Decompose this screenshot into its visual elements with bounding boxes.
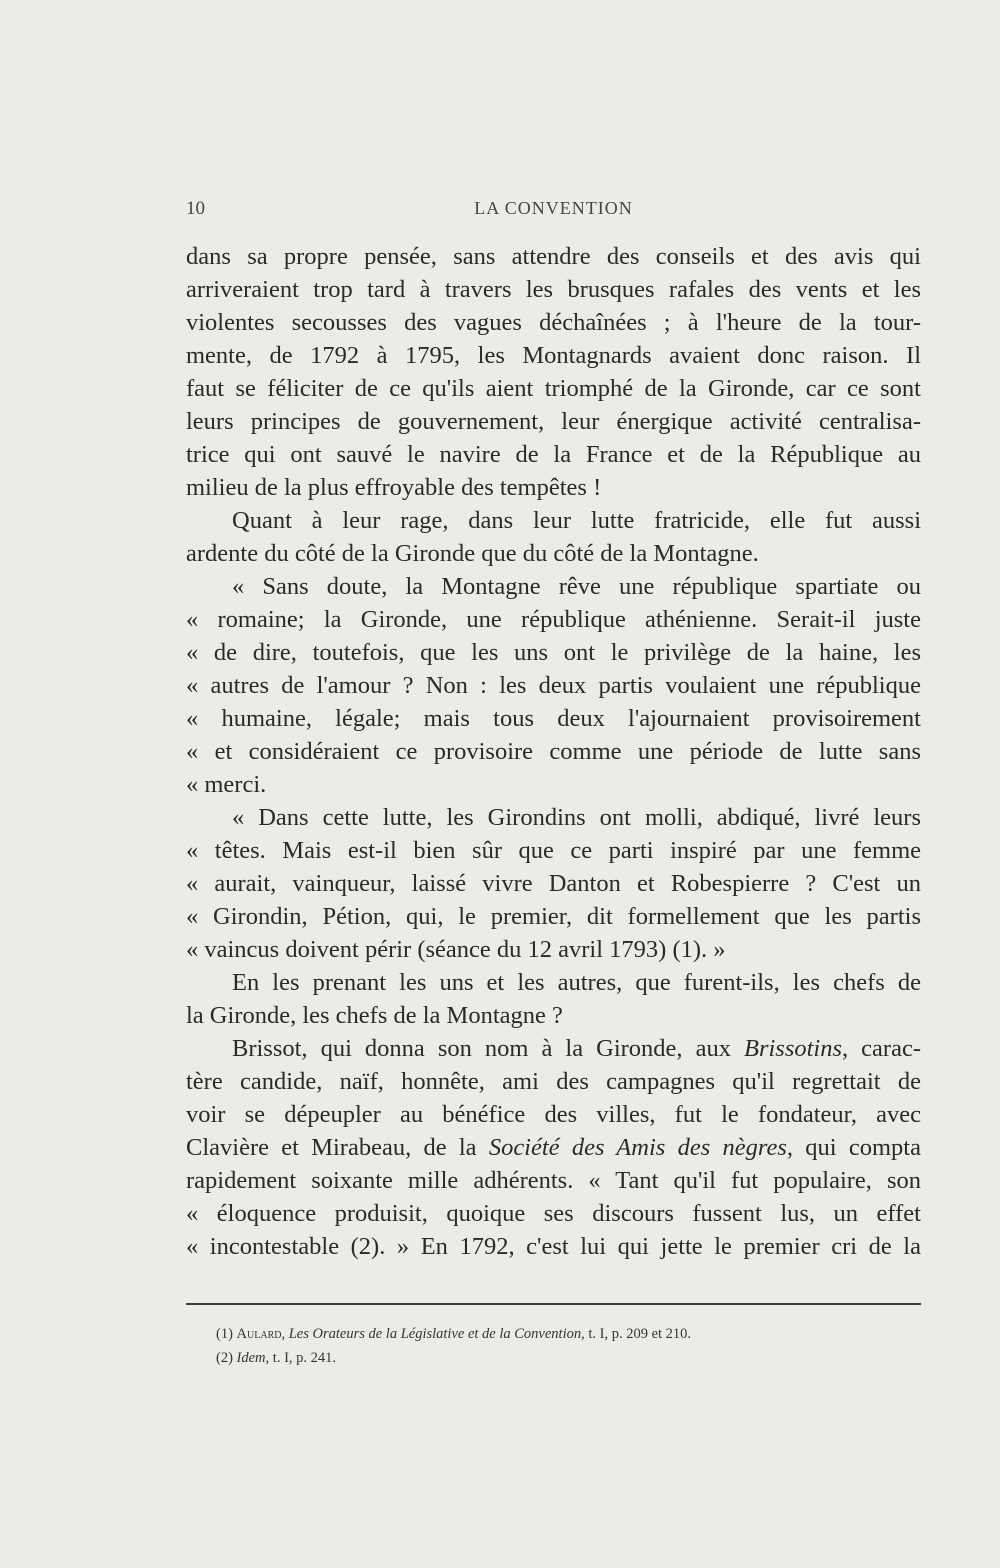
text-line: « éloquence produisit, quoique ses discours fussent lus, un effet — [186, 1200, 921, 1227]
body-text — [186, 240, 921, 1263]
text-line: leurs principes de gouvernement, leur énergique activité centralisa- — [186, 408, 921, 435]
text-line: Clavière et Mirabeau, de la Société des Amis des nègres, qui compta — [186, 1134, 921, 1161]
text-line: mente, de 1792 à 1795, les Montagnards avaient donc raison. Il — [186, 342, 921, 369]
text-line: Quant à leur rage, dans leur lutte fratricide, elle fut aussi — [232, 507, 921, 534]
text-line: « humaine, légale; mais tous deux l'ajournaient provisoirement — [186, 705, 921, 732]
text-line: « de dire, toutefois, que les uns ont le privilège de la haine, les — [186, 639, 921, 666]
text-line: rapidement soixante mille adhérents. « Tant qu'il fut populaire, son — [186, 1167, 921, 1194]
text-line: « têtes. Mais est-il bien sûr que ce parti inspiré par une femme — [186, 837, 921, 864]
page-number: 10 — [186, 198, 205, 219]
text-line: « autres de l'amour ? Non : les deux partis voulaient une république — [186, 672, 921, 699]
text-line: « Girondin, Pétion, qui, le premier, dit formellement que les partis — [186, 903, 921, 930]
page-header — [186, 198, 921, 228]
text-line: Brissot, qui donna son nom à la Gironde, aux Brissotins, carac- — [232, 1035, 921, 1062]
text-line: « romaine; la Gironde, une république athénienne. Serait-il juste — [186, 606, 921, 633]
text-line: « merci. — [186, 771, 267, 798]
running-title: LA CONVENTION — [474, 198, 633, 218]
text-line: trice qui ont sauvé le navire de la France et de la République au — [186, 441, 921, 468]
text-line: « Sans doute, la Montagne rêve une république spartiate ou — [232, 573, 921, 600]
text-line: faut se féliciter de ce qu'ils aient triomphé de la Gironde, car ce sont — [186, 375, 921, 402]
text-lines — [186, 240, 921, 1032]
text-line: tère candide, naïf, honnête, ami des campagnes qu'il regrettait de — [186, 1068, 921, 1095]
text-line: En les prenant les uns et les autres, que furent-ils, les chefs de — [232, 969, 921, 996]
text-line: « aurait, vainqueur, laissé vivre Danton et Robespierre ? C'est un — [186, 870, 921, 897]
footnotes — [216, 1322, 916, 1370]
text-line: dans sa propre pensée, sans attendre des conseils et des avis qui — [186, 243, 921, 270]
text-line: ardente du côté de la Gironde que du côté de la Montagne. — [186, 540, 759, 567]
footnote-1: (1) Aulard, Les Orateurs de la Législative et de la Convention, t. I, p. 209 et 210. — [216, 1326, 692, 1342]
text-line: « incontestable (2). » En 1792, c'est lui qui jette le premier cri de la — [186, 1233, 921, 1260]
text-line: milieu de la plus effroyable des tempêtes ! — [186, 474, 602, 501]
text-line: « et considéraient ce provisoire comme une période de lutte sans — [186, 738, 921, 765]
footnote-rule — [186, 1303, 921, 1305]
text-line: « vaincus doivent périr (séance du 12 avril 1793) (1). » — [186, 936, 726, 963]
text-line: voir se dépeupler au bénéfice des villes, fut le fondateur, avec — [186, 1101, 921, 1128]
footnote-2: (2) Idem, t. I, p. 241. — [216, 1350, 337, 1366]
text-line: violentes secousses des vagues déchaînées ; à l'heure de la tour- — [186, 309, 921, 336]
text-line: « Dans cette lutte, les Girondins ont molli, abdiqué, livré leurs — [232, 804, 921, 831]
text-line: la Gironde, les chefs de la Montagne ? — [186, 1002, 563, 1029]
text-line: arriveraient trop tard à travers les brusques rafales des vents et les — [186, 276, 921, 303]
